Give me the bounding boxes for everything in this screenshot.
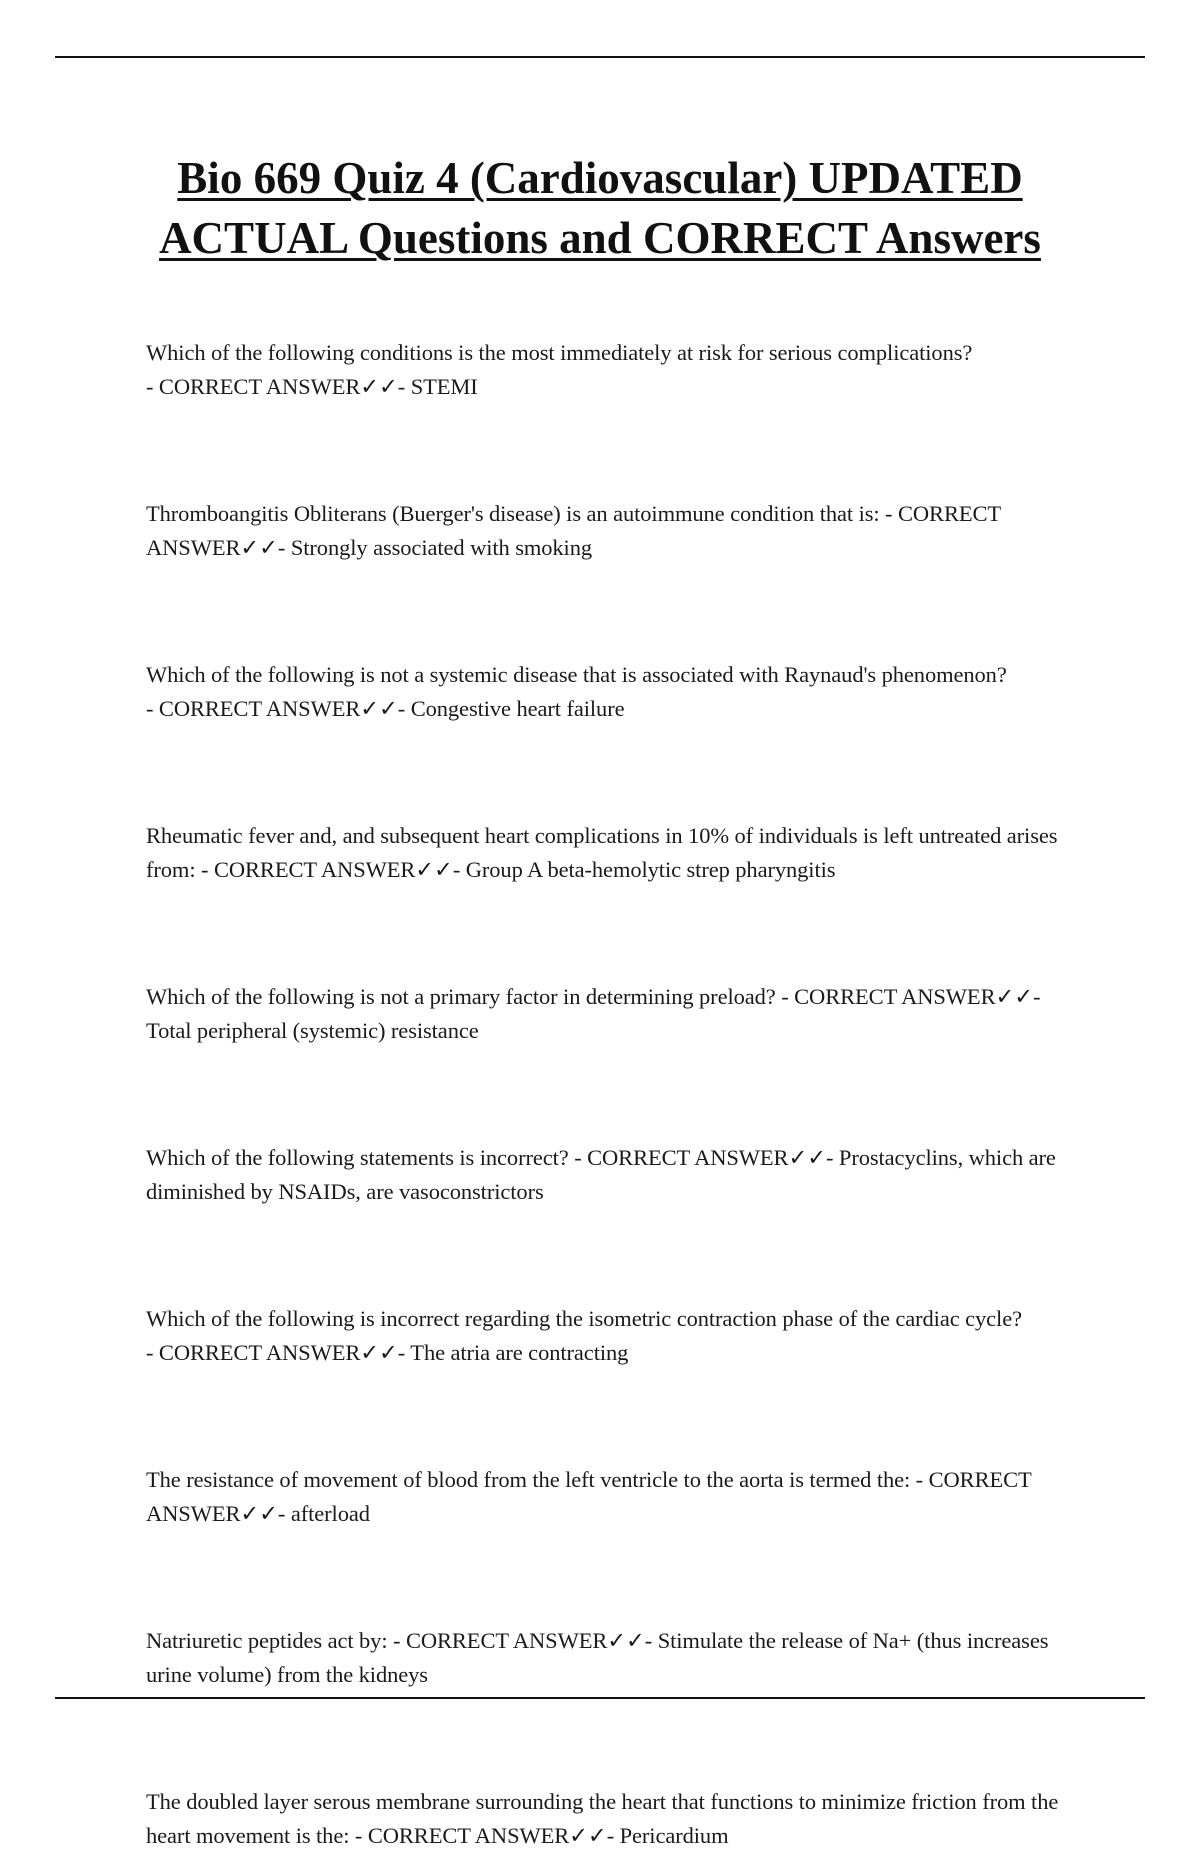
qa-item (146, 980, 1066, 1048)
answer-text: Strongly associated with smoking (290, 535, 592, 560)
qa-item (146, 497, 1066, 565)
separator: - (879, 501, 898, 526)
question-text: Which of the following statements is incorrect? (146, 1145, 569, 1170)
bottom-rule (55, 1697, 1145, 1699)
check-mark-icon: ✓✓ (240, 1501, 278, 1526)
answer-text: Group A beta-hemolytic strep pharyngitis (465, 857, 836, 882)
separator: - (568, 1145, 588, 1170)
separator: - (146, 696, 159, 721)
question-text: Which of the following is not a primary factor in determining preload? (146, 984, 776, 1009)
question-text: Natriuretic peptides act by: (146, 1628, 388, 1653)
answer-text: Pericardium (619, 1823, 729, 1848)
check-mark-icon: ✓✓ (788, 1145, 826, 1170)
answer-text: Prostacyclins, which are diminished by NSAIDs, are vasoconstrictors (146, 1145, 1056, 1204)
check-mark-icon: ✓✓ (360, 696, 398, 721)
check-mark-icon: ✓✓ (995, 984, 1033, 1009)
question-text: Which of the following is not a systemic disease that is associated with Raynaud's phenomenon? (146, 662, 1007, 687)
answer-separator: - (397, 1340, 411, 1365)
separator: - (195, 857, 214, 882)
correct-answer-label: CORRECT ANSWER (587, 1145, 789, 1170)
qa-item (146, 658, 1066, 726)
answer-text: Stimulate the release of Na+ (thus increases urine volume) from the kidneys (146, 1628, 1049, 1687)
check-mark-icon: ✓✓ (569, 1823, 607, 1848)
answer-separator: - (277, 1501, 291, 1526)
qa-item (146, 1141, 1066, 1209)
qa-item (146, 1463, 1066, 1531)
document-title: Bio 669 Quiz 4 (Cardiovascular) UPDATED ACTUAL Questions and CORRECT Answers (159, 153, 1041, 263)
correct-answer-label: CORRECT ANSWER (213, 857, 416, 882)
answer-text: STEMI (410, 374, 478, 399)
correct-answer-label: CORRECT ANSWER (794, 984, 996, 1009)
separator: - (910, 1467, 929, 1492)
answer-text: Total peripheral (systemic) resistance (146, 1018, 479, 1043)
answer-text: afterload (290, 1501, 370, 1526)
separator: - (146, 374, 159, 399)
correct-answer-label: CORRECT ANSWER (158, 696, 361, 721)
separator: - (775, 984, 795, 1009)
answer-separator: - (397, 696, 411, 721)
answer-separator: - (606, 1823, 620, 1848)
qa-item (146, 336, 1066, 404)
answer-separator: - (644, 1628, 658, 1653)
answer-separator: - (1033, 984, 1041, 1009)
question-text: Which of the following is incorrect regarding the isometric contraction phase of the cardiac cycle? (146, 1306, 1022, 1331)
correct-answer-label: CORRECT ANSWER (367, 1823, 570, 1848)
check-mark-icon: ✓✓ (360, 374, 398, 399)
correct-answer-label: CORRECT ANSWER (146, 1467, 1032, 1526)
qa-item (146, 1624, 1066, 1692)
check-mark-icon: ✓✓ (360, 1340, 398, 1365)
correct-answer-label: CORRECT ANSWER (158, 1340, 361, 1365)
top-rule (55, 56, 1145, 58)
answer-separator: - (397, 374, 411, 399)
question-text: Which of the following conditions is the most immediately at risk for serious complications? (146, 340, 973, 365)
answer-text: Congestive heart failure (410, 696, 625, 721)
qa-item (146, 1302, 1066, 1370)
question-text: Rheumatic fever and, and subsequent heart complications in 10% of individuals is left untreated arises from: (146, 823, 1058, 882)
correct-answer-label: CORRECT ANSWER (158, 374, 361, 399)
check-mark-icon: ✓✓ (415, 857, 453, 882)
qa-item (146, 1785, 1066, 1853)
qa-list (146, 336, 1066, 1853)
correct-answer-label: CORRECT ANSWER (405, 1628, 608, 1653)
answer-separator: - (452, 857, 466, 882)
separator: - (387, 1628, 406, 1653)
separator: - (349, 1823, 368, 1848)
answer-text: The atria are contracting (410, 1340, 629, 1365)
check-mark-icon: ✓✓ (607, 1628, 645, 1653)
separator: - (146, 1340, 159, 1365)
check-mark-icon: ✓✓ (240, 535, 278, 560)
correct-answer-label: CORRECT ANSWER (146, 501, 1001, 560)
answer-separator: - (825, 1145, 839, 1170)
question-text: The doubled layer serous membrane surrounding the heart that functions to minimize friction from the heart movement is the: (146, 1789, 1059, 1848)
question-text: The resistance of movement of blood from the left ventricle to the aorta is termed the: (146, 1467, 911, 1492)
qa-item (146, 819, 1066, 887)
question-text: Thromboangitis Obliterans (Buerger's disease) is an autoimmune condition that is: (146, 501, 880, 526)
answer-separator: - (277, 535, 291, 560)
